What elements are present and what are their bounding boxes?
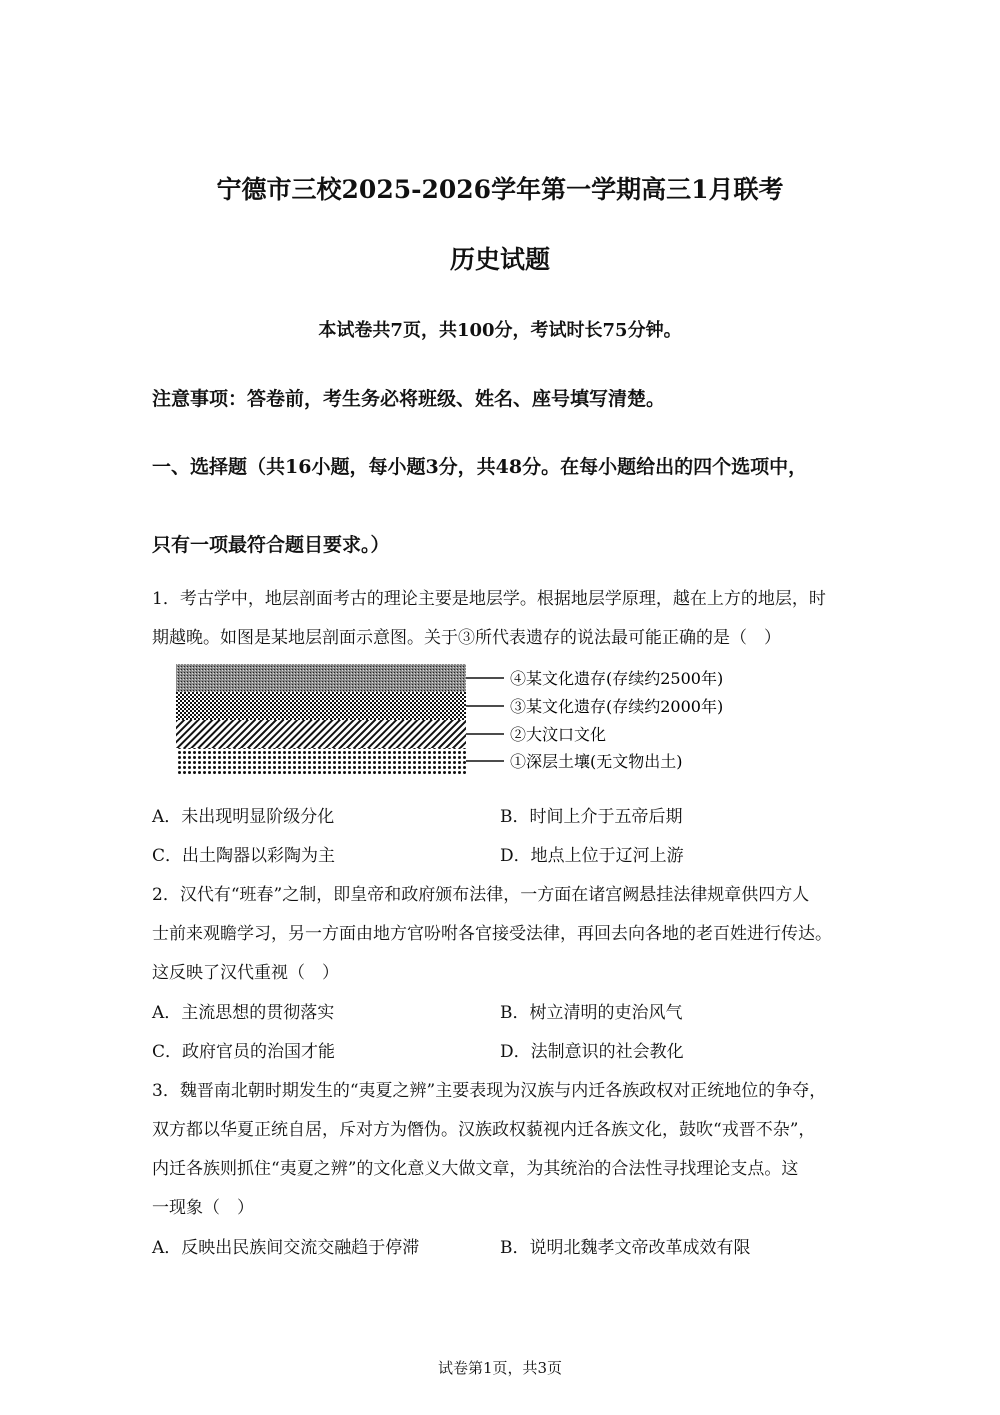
question-1-option-a: A．未出现明显阶级分化 — [152, 807, 335, 827]
question-1-line-2: 期越晚。如图是某地层剖面示意图。关于③所代表遗存的说法最可能正确的是（ ） — [152, 628, 781, 648]
exam-subtitle: 历史试题 — [449, 245, 550, 274]
section-heading-line2: 只有一项最符合题目要求。） — [152, 534, 390, 556]
question-3-line-1: 3．魏晋南北朝时期发生的“夷夏之辨”主要表现为汉族与内迁各族政权对正统地位的争夺， — [152, 1081, 827, 1101]
question-1-option-c: C．出土陶器以彩陶为主 — [152, 846, 336, 866]
layer-3-band — [176, 692, 466, 720]
question-3-line-3: 内迁各族则抓住“夷夏之辨”的文化意义大做文章，为其统治的合法性寻找理论支点。这 — [152, 1159, 799, 1179]
question-2-line-3: 这反映了汉代重视（ ） — [152, 963, 339, 983]
section-heading-line1: 一、选择题（共16小题，每小题3分，共48分。在每小题给出的四个选项中， — [152, 456, 808, 478]
question-2-option-a: A．主流思想的贯彻落实 — [152, 1003, 335, 1023]
question-3-line-2: 双方都以华夏正统自居，斥对方为僭伪。汉族政权藐视内迁各族文化，鼓吹“戎晋不杂”， — [152, 1120, 816, 1140]
layer-2-label: ②大汶口文化 — [510, 725, 607, 744]
layer-3-label: ③某文化遗存(存续约2000年) — [510, 697, 724, 716]
question-2-option-c: C．政府官员的治国才能 — [152, 1042, 336, 1062]
question-1-option-b: B．时间上介于五帝后期 — [500, 807, 683, 827]
question-1-line-1: 1．考古学中，地层剖面考古的理论主要是地层学。根据地层学原理，越在上方的地层，时 — [152, 589, 826, 609]
question-2-option-b: B．树立清明的吏治风气 — [500, 1003, 683, 1023]
exam-info: 本试卷共7页，共100分，考试时长75分钟。 — [318, 320, 682, 341]
question-2-line-1: 2．汉代有“班春”之制，即皇帝和政府颁布法律，一方面在诸宫阙悬挂法律规章供四方人 — [152, 885, 810, 905]
layer-2-band — [176, 720, 466, 748]
question-2-line-2: 士前来观瞻学习，另一方面由地方官吩咐各官接受法律，再回去向各地的老百姓进行传达。 — [152, 924, 832, 944]
exam-title: 宁德市三校2025-2026学年第一学期高三1月联考 — [216, 175, 784, 204]
question-2-option-d: D．法制意识的社会教化 — [500, 1042, 684, 1062]
stratigraphy-figure — [172, 660, 772, 780]
question-3-option-a: A．反映出民族间交流交融趋于停滞 — [152, 1238, 420, 1258]
layer-1-band — [176, 748, 466, 774]
question-3-line-4: 一现象（ ） — [152, 1198, 254, 1218]
question-1-option-d: D．地点上位于辽河上游 — [500, 846, 684, 866]
stratigraphy-diagram — [172, 660, 772, 780]
notice: 注意事项：答卷前，考生务必将班级、姓名、座号填写清楚。 — [152, 388, 666, 410]
layer-1-label: ①深层土壤(无文物出土) — [510, 752, 683, 771]
layer-4-band — [176, 664, 466, 692]
page-footer: 试卷第1页，共3页 — [437, 1359, 563, 1377]
question-3-option-b: B．说明北魏孝文帝改革成效有限 — [500, 1238, 751, 1258]
layer-4-label: ④某文化遗存(存续约2500年) — [510, 669, 724, 688]
